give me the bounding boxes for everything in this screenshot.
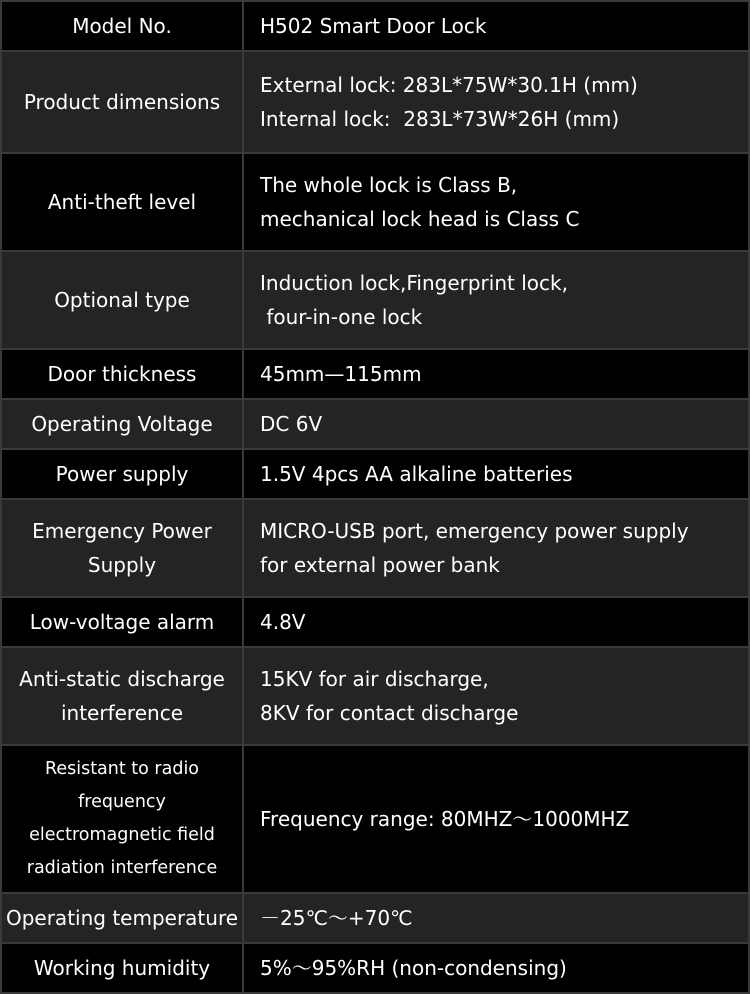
value-line: MICRO-USB port, emergency power supply	[260, 519, 689, 543]
row-label	[2, 350, 244, 398]
value-line: Induction lock,Fingerprint lock,	[260, 271, 568, 295]
row-label	[2, 52, 244, 152]
value-line: DC 6V	[260, 412, 323, 436]
label-line: radiation interference	[26, 858, 218, 878]
row-value	[244, 944, 748, 992]
table-row-anti-static-discharge	[2, 648, 748, 746]
table-row-working-humidity	[2, 944, 748, 992]
row-label	[2, 154, 244, 250]
value-line: Internal lock: 283L*73W*26H (mm)	[260, 107, 620, 131]
table-row-model-no	[2, 2, 748, 52]
label-line: Power supply	[55, 462, 189, 486]
value-line: 8KV for contact discharge	[260, 701, 519, 725]
table-row-power-supply	[2, 450, 748, 500]
row-value	[244, 52, 748, 152]
table-row-anti-theft-level	[2, 154, 748, 252]
label-line: Emergency Power	[32, 519, 212, 543]
row-label	[2, 252, 244, 348]
label-line: Operating temperature	[5, 906, 239, 930]
row-value	[244, 500, 748, 596]
label-line: Anti-static discharge	[19, 667, 225, 691]
row-label	[2, 2, 244, 50]
label-line: electromagnetic field	[29, 825, 215, 845]
value-line: －25℃～+70℃	[260, 906, 413, 930]
row-value	[244, 154, 748, 250]
label-line: Working humidity	[33, 956, 211, 980]
value-line: External lock: 283L*75W*30.1H (mm)	[260, 73, 638, 97]
row-label	[2, 598, 244, 646]
row-value	[244, 2, 748, 50]
value-line: Frequency range: 80MHZ～1000MHZ	[260, 807, 630, 831]
table-row-rf-interference	[2, 746, 748, 894]
row-value	[244, 746, 748, 892]
row-label	[2, 894, 244, 942]
row-value	[244, 400, 748, 448]
value-line: mechanical lock head is Class C	[260, 207, 580, 231]
label-line: Anti-theft level	[47, 190, 197, 214]
label-line: frequency	[78, 792, 166, 812]
row-label	[2, 648, 244, 744]
row-label	[2, 450, 244, 498]
value-line: 15KV for air discharge,	[260, 667, 489, 691]
label-line: Operating Voltage	[31, 412, 213, 436]
value-line: The whole lock is Class B,	[260, 173, 518, 197]
table-row-door-thickness	[2, 350, 748, 400]
row-label	[2, 746, 244, 892]
label-line: Resistant to radio	[44, 759, 200, 779]
row-label	[2, 500, 244, 596]
label-line: Low-voltage alarm	[29, 610, 215, 634]
value-line: 5%～95%RH (non-condensing)	[260, 956, 567, 980]
row-value	[244, 350, 748, 398]
row-label	[2, 400, 244, 448]
row-value	[244, 450, 748, 498]
row-value	[244, 894, 748, 942]
label-line: Optional type	[54, 288, 190, 312]
table-row-optional-type	[2, 252, 748, 350]
value-line: for external power bank	[260, 553, 500, 577]
row-value	[244, 252, 748, 348]
value-line: 4.8V	[260, 610, 306, 634]
row-label	[2, 944, 244, 992]
value-line: four-in-one lock	[260, 305, 423, 329]
label-line: Supply	[87, 553, 157, 577]
table-row-operating-temperature	[2, 894, 748, 944]
label-line: Product dimensions	[23, 90, 221, 114]
table-row-low-voltage-alarm	[2, 598, 748, 648]
value-line: 1.5V 4pcs AA alkaline batteries	[260, 462, 573, 486]
row-value	[244, 648, 748, 744]
value-line: 45mm—115mm	[260, 362, 422, 386]
table-row-operating-voltage	[2, 400, 748, 450]
table-row-emergency-power-supply	[2, 500, 748, 598]
value-line: H502 Smart Door Lock	[260, 14, 487, 38]
row-value	[244, 598, 748, 646]
label-line: interference	[60, 701, 183, 725]
table-row-product-dimensions	[2, 52, 748, 154]
label-line: Model No.	[72, 14, 172, 38]
label-line: Door thickness	[47, 362, 197, 386]
